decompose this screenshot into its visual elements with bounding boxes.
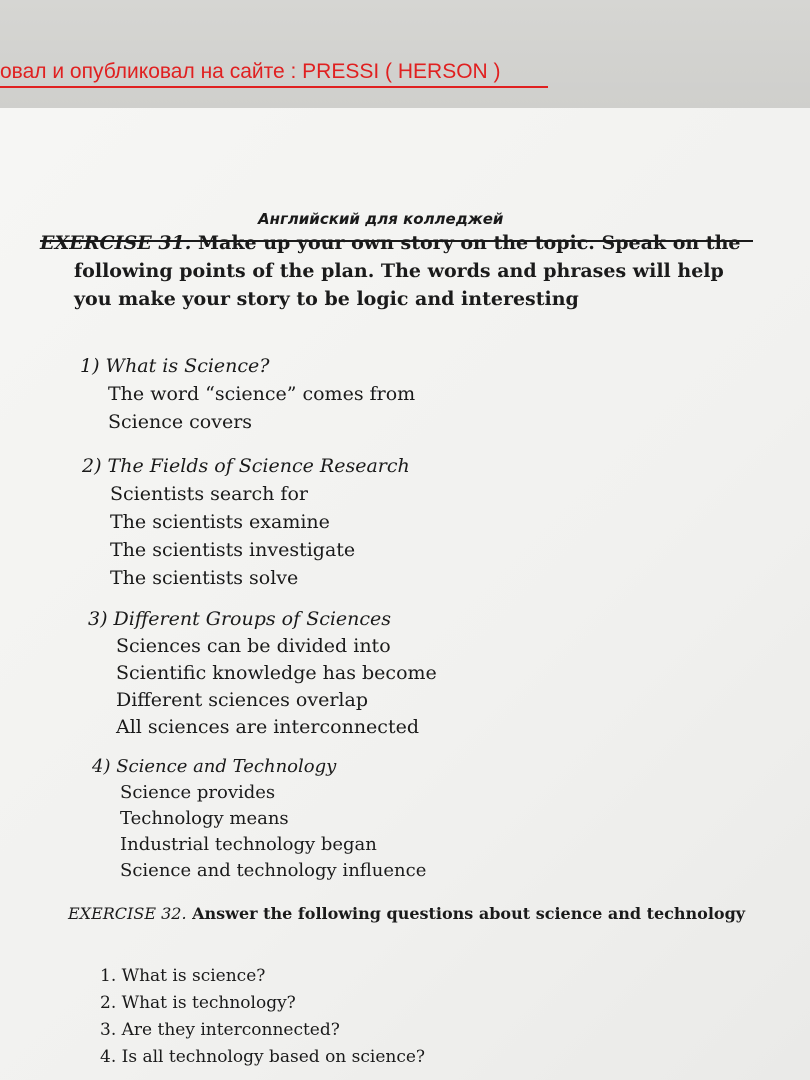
phrase-item: Scientists search for xyxy=(110,483,308,505)
running-header: Английский для колледжей xyxy=(258,210,504,228)
phrase-item: The scientists investigate xyxy=(110,539,356,561)
exercise-31-title xyxy=(40,232,760,313)
section-heading: 4) Science and Technology xyxy=(92,756,337,777)
phrase-item: Science and technology influence xyxy=(120,860,427,881)
phrase-item: The scientists examine xyxy=(110,511,330,533)
phrase-item: The scientists solve xyxy=(110,567,299,589)
plan-section-4 xyxy=(92,754,426,884)
exercise-31-instruction: Make up your own story on the topic. Speak on the following points of the plan. The words and phrases will help you make your story to be logic and interesting xyxy=(74,232,741,310)
question-list xyxy=(100,963,425,1071)
section-heading: 3) Different Groups of Sciences xyxy=(88,608,392,630)
phrase-item: Technology means xyxy=(120,808,289,829)
exercise-32-label: EXERCISE 32. xyxy=(68,904,187,923)
browser-banner xyxy=(0,0,810,108)
phrase-item: Science covers xyxy=(108,411,253,433)
phrase-item: All sciences are interconnected xyxy=(116,716,419,738)
phrase-item: Different sciences overlap xyxy=(116,689,368,711)
question-item: 3. Are they interconnected? xyxy=(100,1020,340,1040)
section-heading: 1) What is Science? xyxy=(80,355,270,377)
section-heading: 2) The Fields of Science Research xyxy=(82,455,410,477)
question-item: 4. Is all technology based on science? xyxy=(100,1047,426,1067)
phrase-item: Sciences can be divided into xyxy=(116,635,391,657)
phrase-item: Scientific knowledge has become xyxy=(116,662,437,684)
credit-underline xyxy=(0,86,548,88)
exercise-32-title xyxy=(68,902,748,926)
phrase-item: Industrial technology began xyxy=(120,834,377,855)
plan-section-1 xyxy=(80,352,415,436)
exercise-31-label: EXERCISE 31. xyxy=(40,232,192,254)
plan-section-2 xyxy=(82,452,410,592)
publisher-credit: овал и опубликовал на сайте : PRESSI ( HERSON ) xyxy=(0,60,501,83)
question-item: 1. What is science? xyxy=(100,966,266,986)
question-item: 2. What is technology? xyxy=(100,993,296,1013)
phrase-item: Science provides xyxy=(120,782,276,803)
phrase-item: The word “science” comes from xyxy=(108,383,416,405)
plan-section-3 xyxy=(88,605,437,741)
exercise-32-instruction: Answer the following questions about science and technology xyxy=(192,904,746,923)
